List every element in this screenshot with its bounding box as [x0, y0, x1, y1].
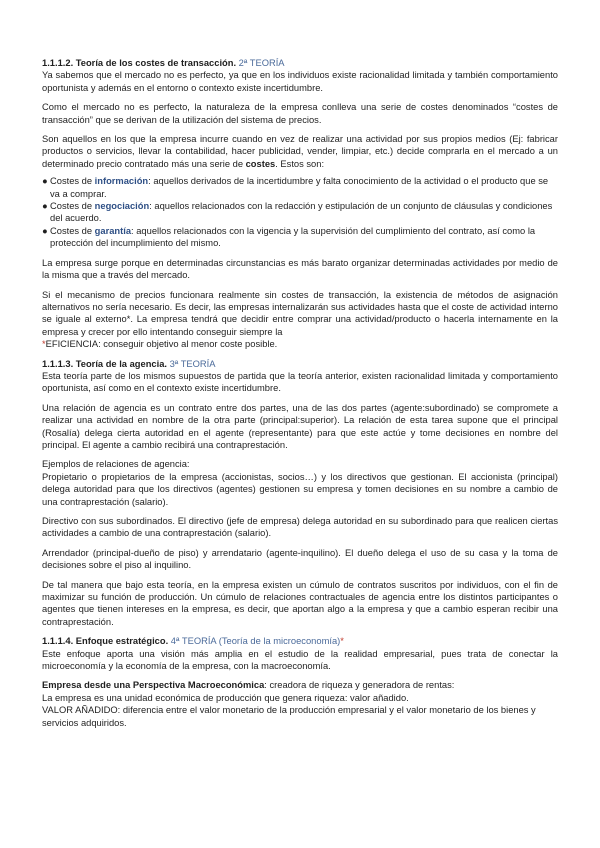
theory-tag: 2ª TEORÍA [238, 58, 285, 68]
asterisk-mark: * [340, 636, 344, 647]
paragraph: Como el mercado no es perfecto, la naturaleza de la empresa conlleva una serie de costes denominados “costes de transacción” que se derivan de la utilización del sistema de precios. [42, 102, 558, 125]
heading-text: 1.1.1.3. Teoría de la agencia. [42, 358, 167, 369]
paragraph: Esta teoría parte de los mismos supuestos de partida que la teoría anterior, existen racionalidad limitada y comportamiento oportunista, así como en el contexto existe incertidumbre. [42, 370, 558, 394]
bullet-icon: ● [42, 176, 48, 187]
text-run: Costes de [50, 201, 95, 212]
paragraph [42, 133, 558, 170]
example-paragraph: Arrendador (principal-dueño de piso) y arrendatario (agente-inquilino). El dueño delega el uso de su casa y la toma de decisiones sobre el piso al inquilino. [42, 547, 558, 571]
text-run: : aquellos relacionados con la redacción y estipulación de un conjunto de cláusulas y condiciones del acuerdo. [50, 201, 553, 224]
bullet-icon: ● [42, 201, 48, 212]
example-paragraph: Propietario o propietarios de la empresa (accionistas, socios…) y los directivos que gestionan. El accionista (principal) delega autoridad para que los directivos (agentes) gestionen su empresa y tomen decisiones en su nombre a cambio de una contraprestación (salario). [42, 471, 558, 507]
example-paragraph: Directivo con sus subordinados. El directivo (jefe de empresa) delega autoridad en su subordinado para que realicen ciertas actividades a cambio de una contraprestación (salario). [42, 516, 558, 539]
key-term: información [94, 176, 149, 187]
bold-term: costes [245, 158, 276, 169]
heading-text: 1.1.1.2. Teoría de los costes de transacción. [42, 58, 237, 68]
list-item [42, 225, 558, 250]
text-run: Costes de [50, 176, 95, 187]
cost-types-list [42, 175, 558, 249]
list-item [42, 175, 558, 200]
key-term: garantía [94, 225, 132, 236]
paragraph: VALOR AÑADIDO: diferencia entre el valor monetario de la producción empresarial y el valor monetario de los bienes y servicios adquiridos. [42, 705, 536, 728]
paragraph: La empresa surge porque en determinadas circunstancias es más barato organizar determinadas actividades por medio de la misma que a través del mercado. [42, 257, 558, 281]
theory-tag: 3ª TEORÍA [169, 358, 216, 369]
asterisk-mark: * [42, 339, 46, 350]
footnote-efficiency [42, 338, 558, 350]
macro-perspective-line [42, 679, 558, 691]
paragraph: Este enfoque aporta una visión más amplia en el estudio de la realidad empresarial, pues trata de conectar la microeconomía y la economía de la empresa, con la macroeconomía. [42, 648, 558, 672]
text-run: : aquellos relacionados con la vigencia y la supervisión del cumplimiento del contrato, así como la protección del incumplimiento del mismo. [50, 225, 536, 249]
key-term: negociación [94, 201, 150, 212]
section-heading-costes-transaccion [42, 57, 558, 69]
section-heading-agencia [42, 358, 558, 370]
bullet-icon: ● [42, 225, 48, 236]
text-run: : creadora de riqueza y generadora de rentas: [264, 680, 455, 691]
text-run: . Estos son: [275, 158, 325, 169]
section-heading-enfoque [42, 635, 558, 647]
text-run: Costes de [50, 225, 95, 236]
theory-tag: 4ª TEORÍA (Teoría de la microeconomía) [170, 636, 341, 647]
heading-text: 1.1.1.4. Enfoque estratégico. [42, 636, 169, 647]
paragraph: De tal manera que bajo esta teoría, en la empresa existen un cúmulo de contratos suscritos por individuos, con el fin de maximizar su función de producción. Un cúmulo de relaciones contractuales de agencia entre los distintos participantes o agentes que tienen intereses en la empresa, es decir, que aportan algo a la empresa y que a cambio esperan recibir una contraprestación. [42, 579, 558, 627]
text-run: EFICIENCIA: conseguir objetivo al menor coste posible. [45, 339, 278, 350]
bold-term: Empresa desde una Perspectiva Macroeconómica [42, 680, 265, 691]
paragraph: Ya sabemos que el mercado no es perfecto, ya que en los individuos existe racionalidad limitada y también comportamiento oportunista y además en el entorno o contexto existe incertidumbre. [42, 70, 558, 93]
examples-title: Ejemplos de relaciones de agencia: [42, 459, 190, 470]
paragraph: La empresa es una unidad económica de producción que genera riqueza: valor añadido. [42, 692, 409, 703]
list-item [42, 200, 558, 225]
text-run: Son aquellos en los que la empresa incurre cuando en vez de realizar una actividad por sus propios medios (Ej: fabricar productos o servicios, llevar la contabilidad, hacer publicidad, vender, limpiar, etc.) decide comprarla en el mercado a un determinado precio contratado más una serie de [42, 134, 558, 169]
text-run: : aquellos derivados de la incertidumbre y falta conocimiento de la actividad o el producto que se va a comprar. [50, 176, 549, 199]
paragraph: Una relación de agencia es un contrato entre dos partes, una de las dos partes (agente:subordinado) se compromete a realizar una actividad en nombre de la otra parte (principal:superior). La relación de esta tarea supone que el principal (Rosalía) delega cierta autoridad en el agente (representante) para que este actúe y tome decisiones en nombre del principal. El agente a cambio recibirá una contraprestación. [42, 402, 558, 450]
paragraph: Si el mecanismo de precios funcionara realmente sin costes de transacción, la existencia de métodos de asignación alternativos no sería necesario. Es decir, las empresas internalizarán sus actividades hasta que el coste de actividad interno se iguale al externo*. La empresa tendrá que decidir entre comprar una actividad/producto o hacerla internamente en la empresa y crecer por ello intentando conseguir siempre la [42, 289, 558, 337]
